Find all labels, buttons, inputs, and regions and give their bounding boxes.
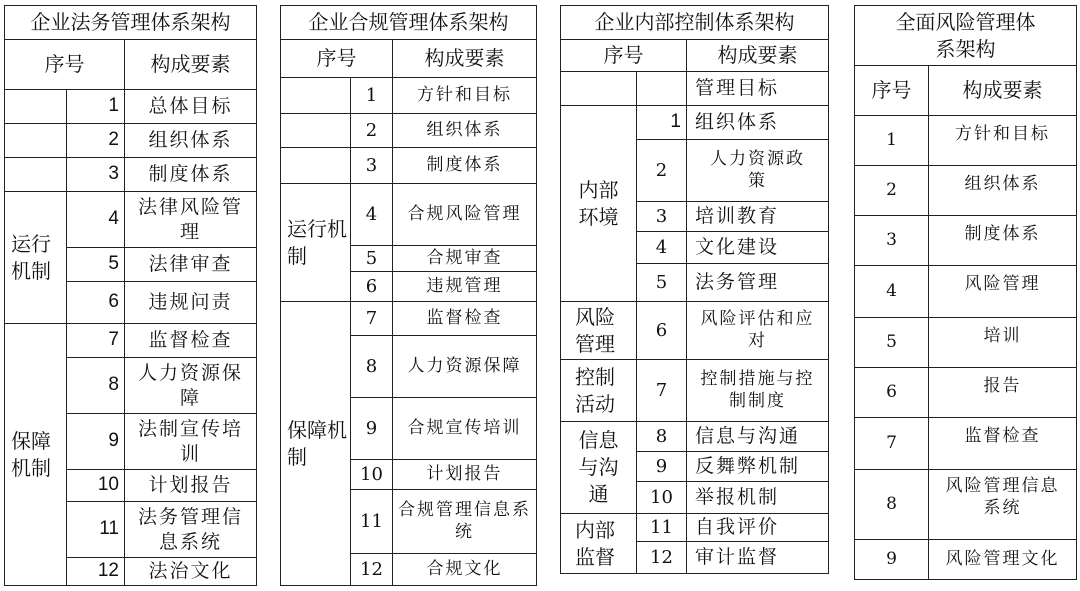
column-header-element: 构成要素: [929, 66, 1077, 116]
row-number: 5: [351, 246, 393, 272]
element-cell: 控制措施与控制制度: [687, 360, 829, 422]
element-cell: 法务管理信息系统: [125, 502, 257, 558]
row-number: 6: [637, 302, 687, 360]
internal-control-table: [560, 5, 829, 574]
group-label: 控制活动: [561, 360, 637, 422]
table-title: [855, 6, 1077, 66]
blank-cell: [5, 90, 67, 124]
element-cell: 组织体系: [929, 166, 1077, 216]
column-header-seq: 序号: [855, 66, 929, 116]
row-number: 2: [67, 124, 125, 158]
element-cell: 审计监督: [687, 542, 829, 574]
column-header-element: 构成要素: [687, 40, 829, 72]
element-cell: 法律风险管理: [125, 192, 257, 248]
row-number: 2: [351, 114, 393, 148]
blank-cell: [5, 158, 67, 192]
element-cell: 组织体系: [393, 114, 537, 148]
row-number: 2: [637, 140, 687, 202]
element-cell: 自我评价: [687, 514, 829, 542]
row-number: 11: [351, 490, 393, 554]
row-number: 3: [67, 158, 125, 192]
element-cell: 举报机制: [687, 482, 829, 514]
element-cell: 制度体系: [929, 216, 1077, 266]
row-number: 8: [351, 336, 393, 398]
group-label: 内部环境: [561, 106, 637, 302]
row-number: 7: [855, 418, 929, 470]
element-cell: 计划报告: [125, 470, 257, 502]
column-header-element: 构成要素: [393, 40, 537, 78]
legal-affairs-table: [4, 5, 257, 586]
blank-cell: [561, 72, 637, 106]
row-number: 1: [67, 90, 125, 124]
row-number: 3: [637, 202, 687, 232]
row-number: 5: [67, 248, 125, 282]
element-cell: 风险管理文化: [929, 540, 1077, 580]
element-cell: 监督检查: [393, 302, 537, 336]
row-number: 8: [855, 470, 929, 540]
element-cell: 制度体系: [125, 158, 257, 192]
row-number: 3: [855, 216, 929, 266]
group-label: 运行机制: [281, 184, 351, 302]
row-number: 2: [855, 166, 929, 216]
column-header-seq: 序号: [5, 40, 125, 90]
blank-cell: [637, 72, 687, 106]
element-cell: 培训: [929, 318, 1077, 368]
risk-management-table: [854, 5, 1077, 580]
group-label: 保障机制: [5, 324, 67, 586]
row-number: 7: [637, 360, 687, 422]
element-cell: 风险管理信息系统: [929, 470, 1077, 540]
group-label: 风险管理: [561, 302, 637, 360]
element-cell: 合规管理信息系统: [393, 490, 537, 554]
element-cell: 组织体系: [125, 124, 257, 158]
element-cell: 法务管理: [687, 264, 829, 302]
compliance-table: [280, 5, 537, 586]
element-cell: 培训教育: [687, 202, 829, 232]
table-title: 企业内部控制体系架构: [561, 6, 829, 40]
element-cell: 监督检查: [125, 324, 257, 358]
element-cell: 方针和目标: [393, 78, 537, 114]
row-number: 4: [351, 184, 393, 246]
row-number: 8: [67, 358, 125, 414]
element-cell: 计划报告: [393, 460, 537, 490]
row-number: 8: [637, 422, 687, 452]
blank-cell: [5, 124, 67, 158]
row-number: 12: [67, 558, 125, 586]
row-number: 6: [351, 272, 393, 302]
row-number: 6: [855, 368, 929, 418]
element-cell: 法治文化: [125, 558, 257, 586]
row-number: 11: [67, 502, 125, 558]
table-title: 企业合规管理体系架构: [281, 6, 537, 40]
blank-cell: [281, 78, 351, 114]
row-number: 4: [67, 192, 125, 248]
column-header-seq: 序号: [281, 40, 393, 78]
row-number: 10: [351, 460, 393, 490]
row-number: 3: [351, 148, 393, 184]
column-header-seq: 序号: [561, 40, 687, 72]
element-cell: 违规问责: [125, 282, 257, 324]
group-label: 信息与沟通: [561, 422, 637, 514]
row-number: 5: [637, 264, 687, 302]
element-cell: 合规宣传培训: [393, 398, 537, 460]
element-cell: 反舞弊机制: [687, 452, 829, 482]
row-number: 12: [637, 542, 687, 574]
element-cell: 合规审查: [393, 246, 537, 272]
row-number: 10: [67, 470, 125, 502]
row-number: 7: [351, 302, 393, 336]
blank-cell: [281, 114, 351, 148]
element-cell: 法律审查: [125, 248, 257, 282]
table-title-text: 全面风险管理体系架构: [895, 9, 1036, 61]
element-cell: 监督检查: [929, 418, 1077, 470]
element-cell: 管理目标: [687, 72, 829, 106]
element-cell: 报告: [929, 368, 1077, 418]
row-number: 5: [855, 318, 929, 368]
row-number: 4: [637, 232, 687, 264]
element-cell: 人力资源保障: [125, 358, 257, 414]
row-number: 1: [855, 116, 929, 166]
group-label: 运行机制: [5, 192, 67, 324]
row-number: 1: [351, 78, 393, 114]
row-number: 9: [637, 452, 687, 482]
group-label: 保障机制: [281, 302, 351, 586]
row-number: 12: [351, 554, 393, 586]
element-cell: 合规文化: [393, 554, 537, 586]
element-cell: 方针和目标: [929, 116, 1077, 166]
column-header-element: 构成要素: [125, 40, 257, 90]
element-cell: 风险评估和应对: [687, 302, 829, 360]
element-cell: 组织体系: [687, 106, 829, 140]
row-number: 7: [67, 324, 125, 358]
row-number: 1: [637, 106, 687, 140]
row-number: 11: [637, 514, 687, 542]
table-title: 企业法务管理体系架构: [5, 6, 257, 40]
element-cell: 总体目标: [125, 90, 257, 124]
blank-cell: [281, 148, 351, 184]
element-cell: 违规管理: [393, 272, 537, 302]
group-label: 内部监督: [561, 514, 637, 574]
element-cell: 人力资源保障: [393, 336, 537, 398]
element-cell: 文化建设: [687, 232, 829, 264]
element-cell: 法制宣传培训: [125, 414, 257, 470]
row-number: 9: [351, 398, 393, 460]
row-number: 6: [67, 282, 125, 324]
element-cell: 人力资源政策: [687, 140, 829, 202]
row-number: 4: [855, 266, 929, 318]
row-number: 9: [67, 414, 125, 470]
element-cell: 信息与沟通: [687, 422, 829, 452]
element-cell: 制度体系: [393, 148, 537, 184]
row-number: 10: [637, 482, 687, 514]
element-cell: 风险管理: [929, 266, 1077, 318]
row-number: 9: [855, 540, 929, 580]
element-cell: 合规风险管理: [393, 184, 537, 246]
